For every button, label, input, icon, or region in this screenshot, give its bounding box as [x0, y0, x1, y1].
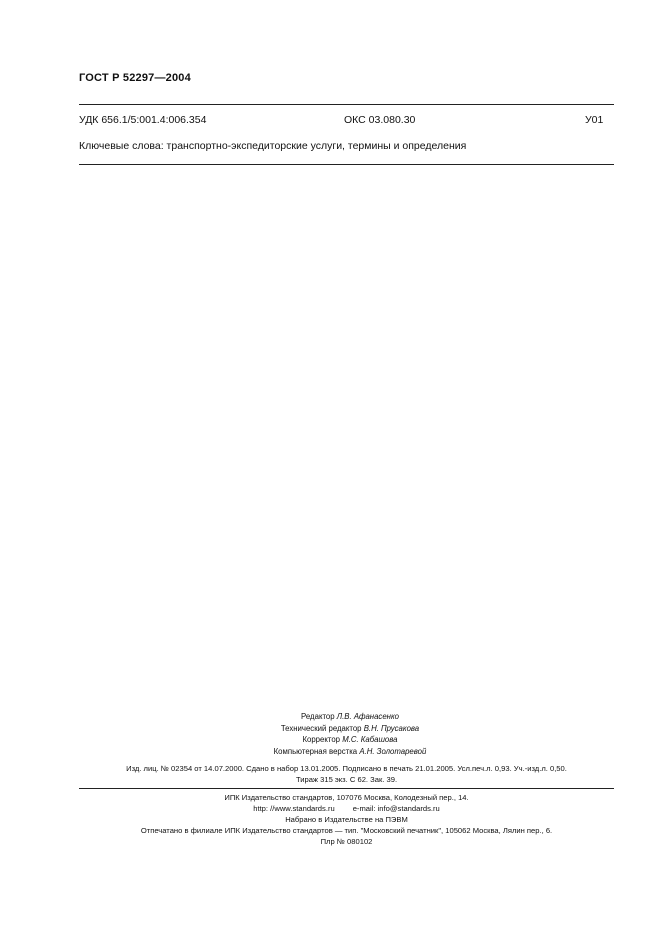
top-rule	[79, 104, 614, 105]
credit-editor	[200, 711, 500, 723]
publication-line-1: Изд. лиц. № 02354 от 14.07.2000. Сдано в набор 13.01.2005. Подписано в печать 21.01.2005. Усл.печ.л. 0,93. Уч.-изд.л. 0,50.	[126, 764, 567, 773]
udk-code: УДК 656.1/5:001.4:006.354	[79, 114, 207, 126]
credit-role: Корректор	[302, 735, 341, 744]
publication-line-2: Тираж 315 экз. С 62. Зак. 39.	[295, 775, 398, 784]
oks-code: ОКС 03.080.30	[344, 114, 416, 126]
email-text: e-mail: info@standards.ru	[352, 804, 440, 813]
publication-info	[79, 763, 614, 785]
credit-person: А.Н. Золотаревой	[359, 746, 427, 756]
credit-tech-editor	[200, 723, 500, 735]
plr-number: Плр № 080102	[320, 837, 373, 846]
typeset-note: Набрано в Издательстве на ПЭВМ	[285, 815, 408, 824]
credit-role: Технический редактор	[280, 723, 362, 733]
bottom-rule	[79, 788, 614, 789]
credit-corrector	[200, 734, 500, 746]
credits-block	[200, 711, 500, 757]
credit-role: Компьютерная верстка	[273, 746, 358, 756]
credit-layout	[200, 746, 500, 758]
printing-info	[79, 792, 614, 847]
classifier-code: У01	[585, 114, 604, 126]
website-text: http: //www.standards.ru	[253, 804, 335, 813]
standard-number: ГОСТ Р 52297—2004	[79, 72, 191, 84]
contacts-line	[79, 803, 614, 814]
printed-note: Отпечатано в филиале ИПК Издательство стандартов — тип. "Московский печатник", 105062 Москва, Лялин пер., 6.	[140, 826, 553, 835]
credit-person: Л.В. Афанасенко	[336, 712, 399, 721]
credit-person: В.Н. Прусакова	[363, 723, 420, 733]
credit-role: Редактор	[301, 712, 335, 721]
credit-person: М.С. Кабашова	[342, 735, 398, 744]
middle-rule	[79, 164, 614, 165]
keywords: Ключевые слова: транспортно-экспедиторские услуги, термины и определения	[79, 140, 467, 152]
publisher-address: ИПК Издательство стандартов, 107076 Москва, Колодезный пер., 14.	[224, 793, 469, 802]
